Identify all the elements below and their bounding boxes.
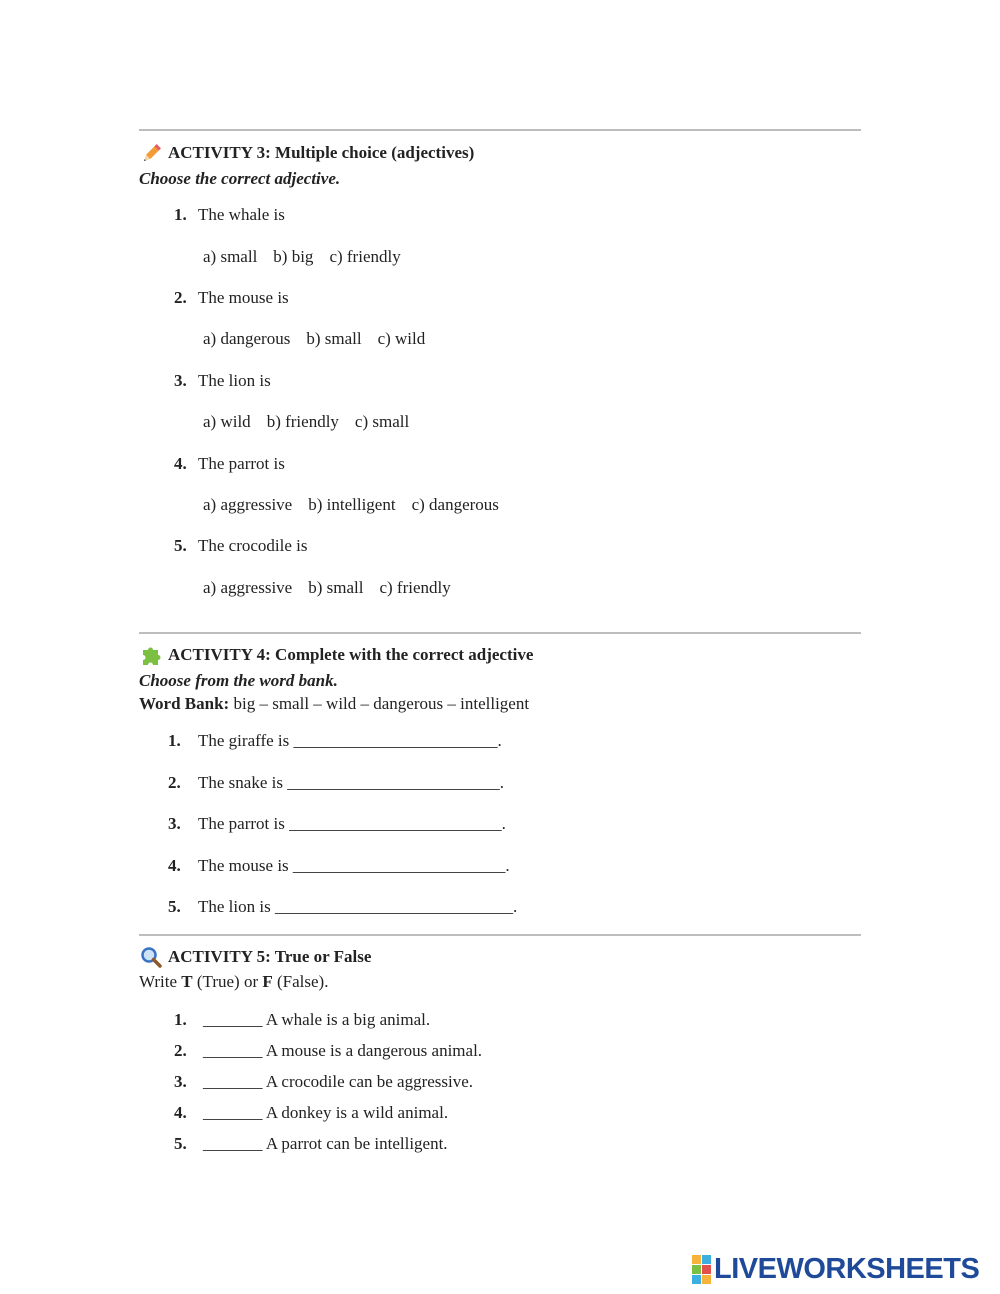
activity5-title: ACTIVITY 5: True or False bbox=[168, 947, 372, 966]
option-a[interactable]: a) small bbox=[203, 247, 258, 266]
activity5-instruction bbox=[139, 972, 328, 992]
item-text: The mouse is bbox=[198, 856, 289, 875]
question-text: The lion is bbox=[198, 371, 271, 390]
item-text: The giraffe is bbox=[198, 731, 290, 750]
word-bank-words: big – small – wild – dangerous – intelligent bbox=[233, 694, 530, 713]
instruction-text: (False). bbox=[277, 972, 329, 991]
question-2 bbox=[174, 288, 289, 308]
option-a[interactable]: a) aggressive bbox=[203, 495, 293, 514]
logo-text: LIVEWORKSHEETS bbox=[714, 1252, 980, 1285]
item-text: The snake is bbox=[198, 773, 283, 792]
question-1 bbox=[174, 205, 285, 225]
question-1-options bbox=[203, 247, 417, 267]
item-number: 4. bbox=[174, 1103, 187, 1122]
statement-text: A donkey is a wild animal. bbox=[265, 1103, 449, 1122]
answer-blank[interactable]: ____________________________. bbox=[274, 897, 518, 916]
answer-blank[interactable]: _________________________. bbox=[289, 814, 506, 833]
answer-blank[interactable]: _______ bbox=[203, 1010, 263, 1029]
fill-item-4 bbox=[168, 856, 510, 876]
activity3-instruction: Choose the correct adjective. bbox=[139, 169, 341, 188]
tf-item-3 bbox=[174, 1072, 473, 1092]
answer-blank[interactable]: _________________________. bbox=[292, 856, 510, 875]
option-b[interactable]: b) friendly bbox=[266, 412, 339, 431]
logo-mark-icon bbox=[692, 1255, 711, 1284]
question-number: 5. bbox=[174, 536, 187, 555]
instruction-true-letter: T bbox=[181, 972, 193, 991]
item-number: 1. bbox=[168, 731, 181, 750]
question-number: 1. bbox=[174, 205, 187, 224]
option-c[interactable]: c) friendly bbox=[329, 247, 401, 266]
tf-item-5 bbox=[174, 1134, 448, 1154]
answer-blank[interactable]: _________________________. bbox=[287, 773, 504, 792]
item-number: 5. bbox=[174, 1134, 187, 1153]
activity4-title: ACTIVITY 4: Complete with the correct adjective bbox=[168, 645, 534, 664]
tf-item-2 bbox=[174, 1041, 482, 1061]
question-4-options bbox=[203, 495, 515, 515]
option-a[interactable]: a) wild bbox=[203, 412, 251, 431]
option-b[interactable]: b) small bbox=[308, 578, 364, 597]
question-4 bbox=[174, 454, 285, 474]
puzzle-icon bbox=[140, 645, 162, 667]
question-5 bbox=[174, 536, 308, 556]
statement-text: A parrot can be intelligent. bbox=[265, 1134, 448, 1153]
question-5-options bbox=[203, 578, 467, 598]
statement-text: A mouse is a dangerous animal. bbox=[265, 1041, 483, 1060]
word-bank bbox=[139, 694, 529, 714]
question-3-options bbox=[203, 412, 425, 432]
answer-blank[interactable]: _______ bbox=[203, 1134, 263, 1153]
instruction-text: Write bbox=[139, 972, 178, 991]
fill-item-2 bbox=[168, 773, 504, 793]
option-b[interactable]: b) big bbox=[273, 247, 314, 266]
question-2-options bbox=[203, 329, 441, 349]
divider bbox=[139, 129, 861, 131]
tf-item-1 bbox=[174, 1010, 430, 1030]
option-a[interactable]: a) aggressive bbox=[203, 578, 293, 597]
statement-text: A crocodile can be aggressive. bbox=[265, 1072, 474, 1091]
question-text: The whale is bbox=[198, 205, 285, 224]
item-number: 3. bbox=[168, 814, 181, 833]
fill-item-3 bbox=[168, 814, 506, 834]
question-number: 4. bbox=[174, 454, 187, 473]
fill-item-5 bbox=[168, 897, 517, 917]
statement-text: A whale is a big animal. bbox=[265, 1010, 431, 1029]
option-c[interactable]: c) friendly bbox=[379, 578, 451, 597]
pencil-icon bbox=[140, 143, 162, 165]
answer-blank[interactable]: _______ bbox=[203, 1041, 263, 1060]
option-b[interactable]: b) intelligent bbox=[308, 495, 396, 514]
item-number: 4. bbox=[168, 856, 181, 875]
item-number: 2. bbox=[174, 1041, 187, 1060]
option-b[interactable]: b) small bbox=[306, 329, 362, 348]
question-3 bbox=[174, 371, 271, 391]
divider bbox=[139, 632, 861, 634]
option-c[interactable]: c) wild bbox=[377, 329, 426, 348]
item-number: 2. bbox=[168, 773, 181, 792]
option-c[interactable]: c) small bbox=[354, 412, 410, 431]
answer-blank[interactable]: _______ bbox=[203, 1103, 263, 1122]
fill-item-1 bbox=[168, 731, 502, 751]
question-text: The crocodile is bbox=[198, 536, 308, 555]
activity3-title: ACTIVITY 3: Multiple choice (adjectives) bbox=[168, 143, 475, 162]
word-bank-label: Word Bank: bbox=[139, 694, 230, 713]
option-c[interactable]: c) dangerous bbox=[411, 495, 499, 514]
tf-item-4 bbox=[174, 1103, 448, 1123]
item-number: 3. bbox=[174, 1072, 187, 1091]
option-a[interactable]: a) dangerous bbox=[203, 329, 291, 348]
item-text: The lion is bbox=[198, 897, 271, 916]
instruction-false-letter: F bbox=[262, 972, 273, 991]
activity4-instruction: Choose from the word bank. bbox=[139, 671, 338, 690]
item-text: The parrot is bbox=[198, 814, 285, 833]
divider bbox=[139, 934, 861, 936]
question-text: The parrot is bbox=[198, 454, 285, 473]
answer-blank[interactable]: ________________________. bbox=[293, 731, 502, 750]
question-number: 3. bbox=[174, 371, 187, 390]
question-number: 2. bbox=[174, 288, 187, 307]
item-number: 5. bbox=[168, 897, 181, 916]
answer-blank[interactable]: _______ bbox=[203, 1072, 263, 1091]
item-number: 1. bbox=[174, 1010, 187, 1029]
instruction-text: (True) or bbox=[196, 972, 259, 991]
question-text: The mouse is bbox=[198, 288, 289, 307]
magnifier-icon bbox=[140, 946, 162, 968]
liveworksheets-logo[interactable] bbox=[692, 1254, 979, 1284]
